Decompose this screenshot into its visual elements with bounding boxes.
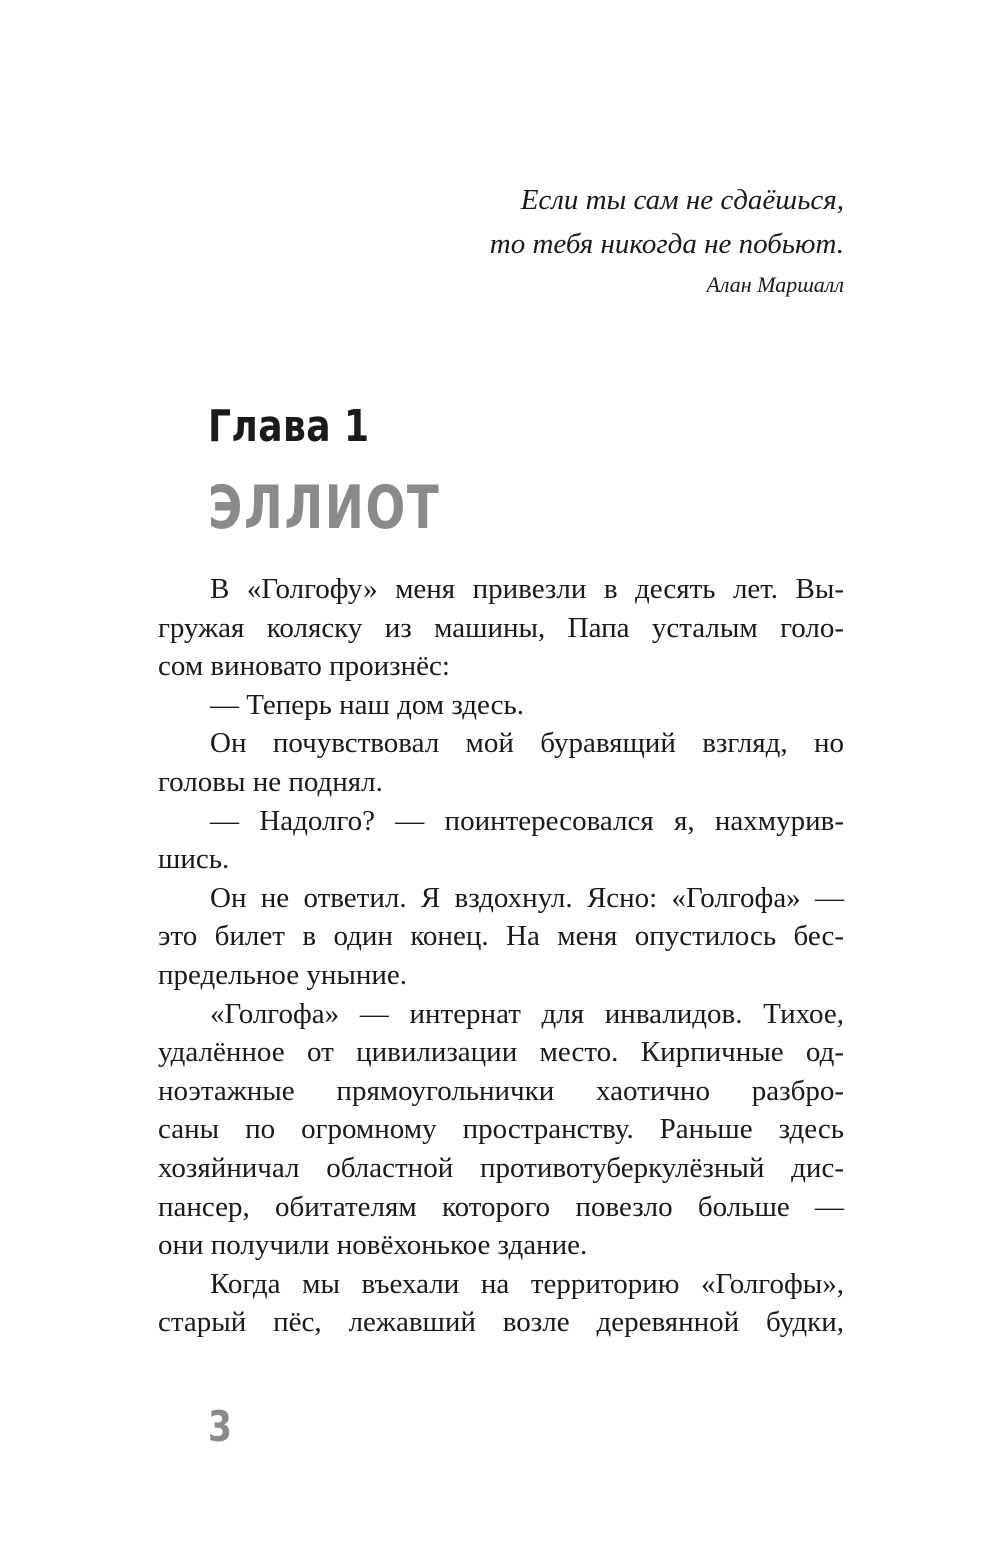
text-line: шись. xyxy=(158,843,230,876)
chapter-title: ЭЛЛИОТ xyxy=(208,473,441,543)
page-number: 3 xyxy=(208,1402,232,1451)
body-text xyxy=(158,570,844,1342)
text-line: пансер, обитателям которого повезло больше — xyxy=(158,1190,844,1223)
text-line: Он не ответил. Я вздохнул. Ясно: «Голгофа» — xyxy=(210,881,844,914)
epigraph-line-2: то тебя никогда не побьют. xyxy=(489,228,844,260)
text-line: «Голгофа» — интернат для инвалидов. Тихое, xyxy=(210,997,844,1030)
chapter-label: Глава 1 xyxy=(208,401,370,452)
text-line: ноэтажные прямоугольнички хаотично разбро- xyxy=(158,1074,844,1107)
text-line: — Надолго? — поинтересовался я, нахмурив- xyxy=(210,804,844,837)
epigraph-line-1: Если ты сам не сдаёшься, xyxy=(520,184,844,216)
epigraph-author: Алан Маршалл xyxy=(706,272,844,297)
text-line: головы не поднял. xyxy=(158,765,383,798)
text-line: сом виновато произнёс: xyxy=(158,650,450,683)
text-line: старый пёс, лежавший возле деревянной будки, xyxy=(158,1306,844,1339)
epigraph xyxy=(490,178,844,300)
text-line: удалённое от цивилизации место. Кирпичные од- xyxy=(158,1036,844,1069)
text-line: гружая коляску из машины, Папа усталым голо- xyxy=(158,611,844,644)
text-line: В «Голгофу» меня привезли в десять лет. Вы- xyxy=(210,573,844,605)
text-line: Он почувствовал мой буравящий взгляд, но xyxy=(210,727,844,760)
text-line: хозяйничал областной противотуберкулёзный дис- xyxy=(158,1151,844,1184)
text-line: — Теперь наш дом здесь. xyxy=(210,688,525,721)
text-line: саны по огромному пространству. Раньше здесь xyxy=(158,1113,844,1146)
text-line: Когда мы въехали на территорию «Голгофы», xyxy=(210,1267,844,1300)
text-line: предельное уныние. xyxy=(158,958,407,991)
text-line: они получили новёхонькое здание. xyxy=(158,1229,588,1262)
text-line: это билет в один конец. На меня опустилось бес- xyxy=(158,920,844,953)
